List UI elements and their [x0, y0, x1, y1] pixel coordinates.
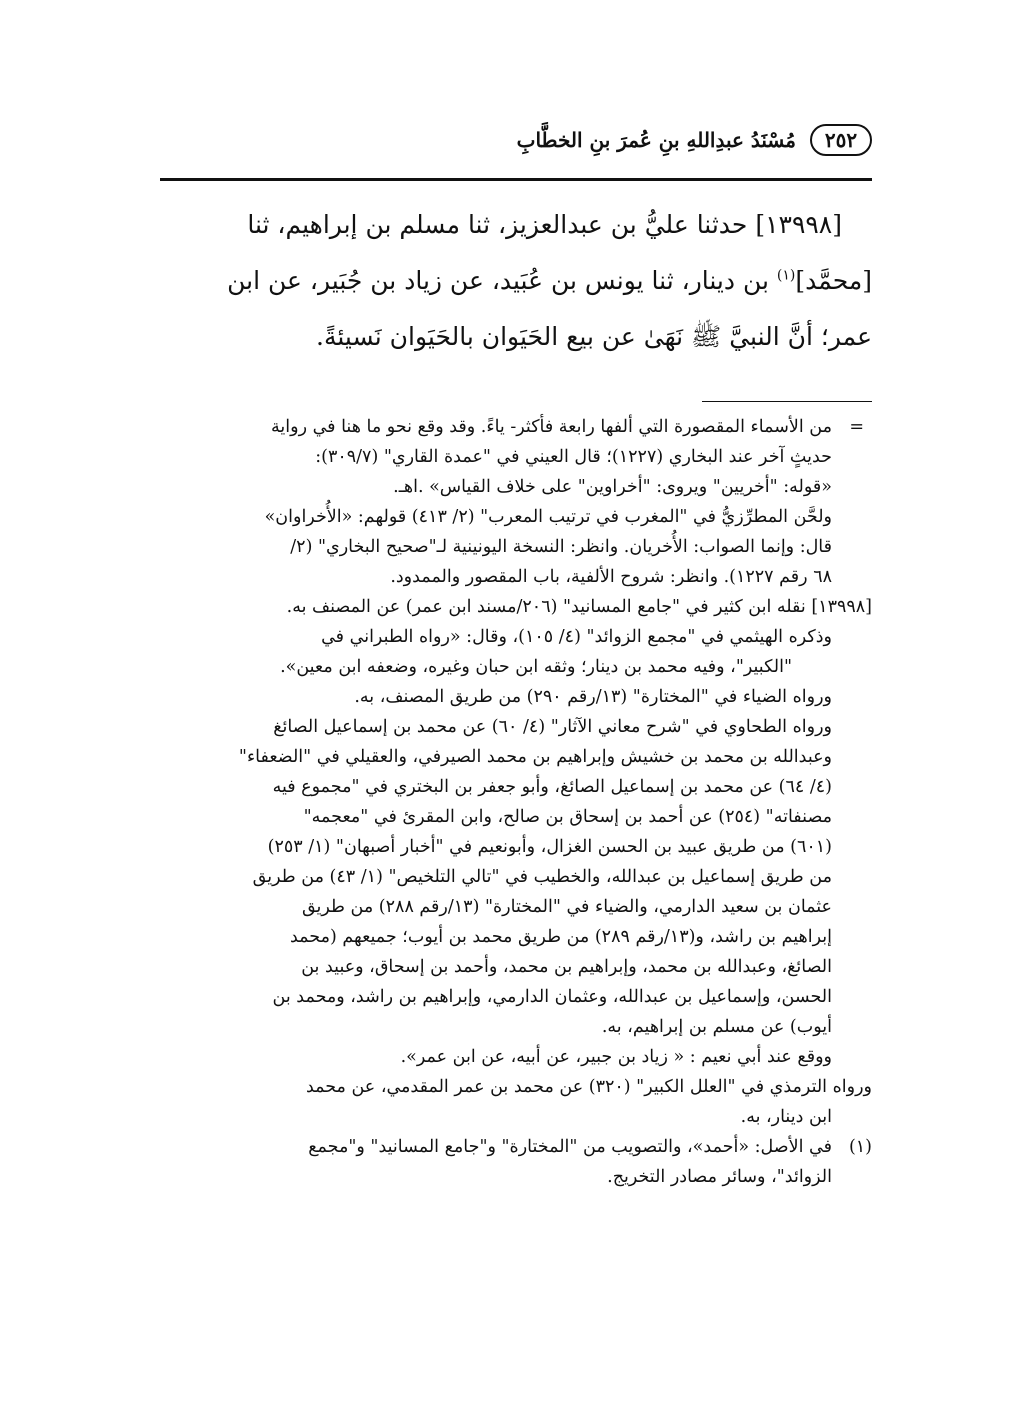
note-line: ورواه الضياء في "المختارة" (١٣/رقم ٢٩٠) من طريق المصنف، به.: [354, 687, 832, 707]
hadith-paragraph: [160, 197, 872, 365]
note-line: مصنفاته" (٢٥٤) عن أحمد بن إسحاق بن صالح، وابن المقرئ في "معجمه": [303, 807, 832, 827]
takhrij-entry: [160, 592, 872, 1132]
footnote-line: الزوائد"، وسائر مصادر التخريج.: [607, 1167, 832, 1187]
continued-note: [160, 412, 872, 592]
note-line: من طريق إسماعيل بن عبدالله، والخطيب في "تالي التلخيص" (١/ ٤٣) من طريق: [252, 867, 832, 887]
footnote-marker[interactable]: (١): [776, 267, 796, 284]
note-line: قال: وإنما الصواب: الأُخريان. وانظر: النسخة اليونينية لـ"صحيح البخاري" (٢/: [290, 537, 832, 557]
hadith-line-1: [١٣٩٩٨] حدثنا عليُّ بن عبدالعزيز، ثنا مسلم بن إبراهيم، ثنا: [247, 210, 842, 239]
footnote-line: في الأصل: «أحمد»، والتصويب من "المختارة" و"جامع المسانيد" و"مجمع: [308, 1137, 832, 1157]
continuation-mark: =: [849, 417, 864, 437]
note-line: الحسن، وإسماعيل بن عبدالله، وعثمان الدارمي، وإبراهيم بن راشد، ومحمد بن: [272, 987, 832, 1007]
note-line: وعبدالله بن محمد بن خشيش وإبراهيم بن محمد الصيرفي، والعقيلي في "الضعفاء": [238, 747, 832, 767]
note-line: وذكره الهيثمي في "مجمع الزوائد" (٤/ ١٠٥)، وقال: «رواه الطبراني في: [321, 627, 832, 647]
header-rule: [160, 178, 872, 181]
notes-section: [160, 412, 872, 1192]
note-line: ووقع عند أبي نعيم : « زياد بن جبير، عن أبيه، عن ابن عمر».: [400, 1047, 832, 1067]
note-line: ٦٨ رقم ١٢٢٧). وانظر: شروح الألفية، باب المقصور والممدود.: [390, 567, 832, 587]
note-line: (٦٠١) من طريق عبيد بن الحسن الغزال، وأبونعيم في "أخبار أصبهان" (١/ ٢٥٣): [267, 837, 832, 857]
note-line: من الأسماء المقصورة التي ألفها رابعة فأكثر- ياءً. وقد وقع نحو ما هنا في رواية: [271, 417, 832, 437]
page-number-badge: ٢٥٢: [810, 124, 872, 156]
footnote-1: [160, 1132, 872, 1192]
note-line: ورواه الترمذي في "العلل الكبير" (٣٢٠) عن محمد بن عمر المقدمي، عن محمد: [305, 1077, 872, 1097]
note-line: (٤/ ٦٤) عن محمد بن إسماعيل الصائغ، وأبو جعفر بن البختري في "مجموع فيه: [272, 777, 832, 797]
hadith-line-2-b: بن دينار، ثنا يونس بن عُبَيد، عن زياد بن جُبَير، عن ابن: [227, 266, 777, 295]
note-line: عثمان بن سعيد الدارمي، والضياء في "المختارة" (١٣/رقم ٢٨٨) من طريق: [301, 897, 832, 917]
note-line: ابن دينار، به.: [740, 1107, 832, 1127]
note-line: «قوله: "أخريين" ويروى: "أخراوين" على خلاف القياس» .اهـ.: [393, 477, 832, 497]
note-line: الصائغ، وعبدالله بن محمد، وإبراهيم بن محمد، وأحمد بن إسحاق، وعبيد بن: [301, 957, 832, 977]
note-line: إبراهيم بن راشد، و(١٣/رقم ٢٨٩) من طريق محمد بن أيوب؛ جميعهم (محمد: [290, 927, 832, 947]
book-page: [160, 110, 872, 1192]
hadith-line-2-a: [محمَّد]: [795, 266, 872, 295]
note-line: أيوب) عن مسلم بن إبراهيم، به.: [601, 1017, 832, 1037]
hadith-line-3: عمر؛ أنَّ النبيَّ ﷺ نَهَىٰ عن بيع الحَيَوان بالحَيَوان نَسيئةً.: [316, 322, 872, 351]
note-line: حديثٍ آخر عند البخاري (١٢٢٧)؛ قال العيني في "عمدة القاري" (٣٠٩/٧):: [315, 447, 832, 467]
footnote-separator: [702, 401, 872, 402]
entry-body: [160, 622, 872, 1072]
page-header: [160, 110, 872, 170]
note-line: ورواه الطحاوي في "شرح معاني الآثار" (٤/ ٦٠) عن محمد بن إسماعيل الصائغ: [273, 717, 832, 737]
entry-head-line: [١٣٩٩٨] نقله ابن كثير في "جامع المسانيد" (٢٠٦/مسند ابن عمر) عن المصنف به.: [286, 597, 872, 617]
hadith-text: [160, 197, 872, 365]
note-line: "الكبير"، وفيه محمد بن دينار؛ وثقه ابن حبان وغيره، وضعفه ابن معين».: [280, 657, 792, 677]
running-title: مُسْنَدُ عبدِاللهِ بنِ عُمرَ بنِ الخطَّابِ: [516, 128, 796, 152]
footnote-number: (١): [848, 1137, 872, 1157]
note-line: ولحَّن المطرِّزيُّ في "المغرب في ترتيب المعرب" (٢/ ٤١٣) قولهم: «الأُخراوان»: [264, 507, 832, 527]
